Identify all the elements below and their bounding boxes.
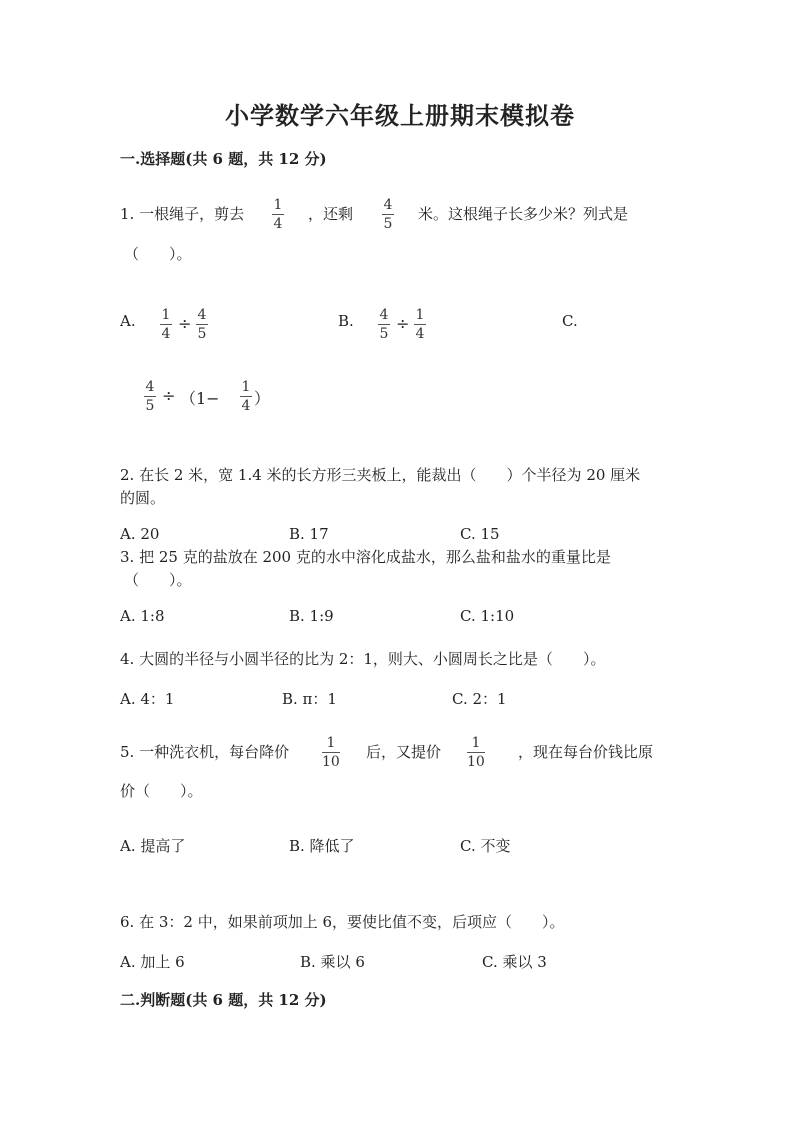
q4-option-c: C. 2：1 bbox=[452, 690, 507, 708]
q1-option-a-divide: ÷ bbox=[178, 314, 192, 333]
q1-optA-f2-num: 4 bbox=[197, 307, 207, 323]
q5-text-b: 后，又提价 bbox=[366, 743, 442, 761]
q2-line-2: 的圆。 bbox=[120, 489, 166, 507]
q1-text-b: ，还剩 bbox=[308, 205, 354, 223]
q5-option-a: A. 提高了 bbox=[120, 837, 186, 855]
q1-optC-f1-den: 5 bbox=[145, 398, 155, 414]
q3-option-a: A. 1:8 bbox=[120, 607, 165, 625]
q1-option-c-frac-1 bbox=[144, 379, 156, 414]
q6-line-1: 6. 在 3：2 中，如果前项加上 6，要使比值不变，后项应（ ）。 bbox=[120, 913, 565, 931]
q1-option-c-paren-close: ） bbox=[254, 389, 271, 408]
q1-option-a-label: A. bbox=[120, 312, 136, 330]
q1-optB-f1-num: 4 bbox=[379, 307, 389, 323]
q1-option-c-divide: ÷ bbox=[162, 386, 176, 405]
q5-frac1-den: 10 bbox=[322, 754, 340, 770]
q1-optC-f1-num: 4 bbox=[145, 379, 155, 395]
q1-text-c: 米。这根绳子长多少米？列式是 bbox=[418, 205, 629, 223]
q1-optB-f2-den: 4 bbox=[415, 326, 425, 342]
q5-line-2: 价（ ）。 bbox=[120, 782, 203, 800]
page-title: 小学数学六年级上册期末模拟卷 bbox=[225, 101, 575, 130]
q3-option-c: C. 1:10 bbox=[460, 607, 515, 625]
q1-option-a-frac-2 bbox=[196, 307, 208, 342]
q2-line-1: 2. 在长 2 米，宽 1.4 米的长方形三夹板上，能裁出（ ）个半径为 20 厘米 bbox=[120, 466, 641, 484]
q1-frac2-num: 4 bbox=[383, 197, 393, 213]
q1-option-b-divide: ÷ bbox=[396, 314, 410, 333]
q1-option-b-frac-1 bbox=[378, 307, 390, 342]
q1-optC-f2-num: 1 bbox=[241, 379, 251, 395]
q3-line-1: 3. 把 25 克的盐放在 200 克的水中溶化成盐水，那么盐和盐水的重量比是 bbox=[120, 548, 611, 566]
q6-option-c: C. 乘以 3 bbox=[482, 953, 547, 971]
q4-option-b: B. π：1 bbox=[282, 690, 337, 708]
q1-optA-f1-num: 1 bbox=[161, 307, 171, 323]
q5-frac2-den: 10 bbox=[467, 754, 485, 770]
q1-optB-f1-den: 5 bbox=[379, 326, 389, 342]
q1-option-c-paren-open: （1− bbox=[180, 389, 220, 408]
q3-option-b: B. 1:9 bbox=[289, 607, 334, 625]
q5-option-c: C. 不变 bbox=[460, 837, 511, 855]
q4-option-a: A. 4：1 bbox=[120, 690, 175, 708]
q1-option-a-frac-1 bbox=[160, 307, 172, 342]
q1-option-c-label: C. bbox=[562, 312, 578, 330]
q1-optC-f2-den: 4 bbox=[241, 398, 251, 414]
q5-frac2-num: 1 bbox=[471, 735, 481, 751]
q1-line-2: （ ）。 bbox=[124, 245, 192, 263]
q1-frac2-den: 5 bbox=[383, 216, 393, 232]
q5-fraction-1 bbox=[322, 735, 340, 770]
q1-frac1-den: 4 bbox=[273, 216, 283, 232]
q5-frac1-num: 1 bbox=[326, 735, 336, 751]
q1-option-b-frac-2 bbox=[414, 307, 426, 342]
section-heading-judgement: 二.判断题(共 6 题，共 12 分) bbox=[120, 991, 327, 1009]
q4-line-1: 4. 大圆的半径与小圆半径的比为 2：1，则大、小圆周长之比是（ ）。 bbox=[120, 650, 606, 668]
q1-fraction-1 bbox=[272, 197, 284, 232]
q5-option-b: B. 降低了 bbox=[289, 837, 355, 855]
q2-option-c: C. 15 bbox=[460, 525, 500, 543]
q1-optB-f2-num: 1 bbox=[415, 307, 425, 323]
q2-option-b: B. 17 bbox=[289, 525, 329, 543]
q3-line-2: （ ）。 bbox=[124, 571, 192, 589]
q5-text-c: ，现在每台价钱比原 bbox=[518, 743, 654, 761]
q1-text-a: 1. 一根绳子，剪去 bbox=[120, 205, 245, 223]
q2-option-a: A. 20 bbox=[120, 525, 160, 543]
q5-fraction-2 bbox=[467, 735, 485, 770]
q6-option-b: B. 乘以 6 bbox=[300, 953, 365, 971]
q1-fraction-2 bbox=[382, 197, 394, 232]
q1-optA-f2-den: 5 bbox=[197, 326, 207, 342]
q1-optA-f1-den: 4 bbox=[161, 326, 171, 342]
q1-frac1-num: 1 bbox=[273, 197, 283, 213]
q6-option-a: A. 加上 6 bbox=[120, 953, 185, 971]
section-heading-choice: 一.选择题(共 6 题，共 12 分) bbox=[120, 150, 327, 168]
q1-option-c-frac-2 bbox=[240, 379, 252, 414]
q5-text-a: 5. 一种洗衣机，每台降价 bbox=[120, 743, 290, 761]
q1-option-b-label: B. bbox=[338, 312, 354, 330]
